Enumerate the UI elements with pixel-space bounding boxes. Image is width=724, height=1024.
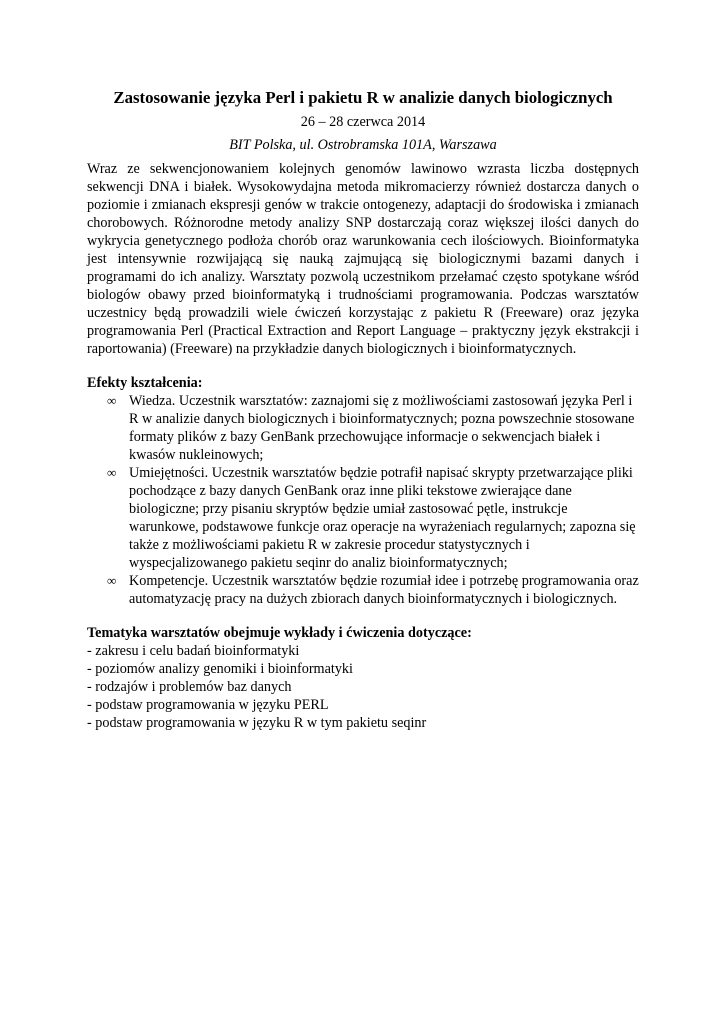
list-item: - zakresu i celu badań bioinformatyki [87,643,300,659]
topics-heading: Tematyka warsztatów obejmuje wykłady i ćwiczenia dotyczące: [87,625,472,641]
outcome-item-skills [87,464,639,572]
outcome-text: Umiejętności. Uczestnik warsztatów będzie potrafił napisać skrypty przetwarzające pliki pochodzące z bazy danych GenBank oraz inne pliki tekstowe zwierające dane biologiczne; przy pisaniu skryptów będzie umiał zastosować pętle, instrukcje warunkowe, podstawowe funkcje oraz operacje na wyrażeniach regularnych; zapozna się także z możliwościami pakietu R w zakresie procedur statystycznych i wyspecjalizowanego pakietu seqinr do analiz bioinformatycznych; [129,465,636,571]
outcome-item-competences [87,572,639,608]
list-item: - podstaw programowania w języku R w tym pakietu seqinr [87,715,427,731]
outcome-item-knowledge [87,392,639,464]
document-title: Zastosowanie języka Perl i pakietu R w analizie danych biologicznych [113,88,613,107]
document-body [87,87,639,732]
outcomes-list [87,392,639,608]
event-dates: 26 – 28 czerwca 2014 [300,114,426,130]
infinity-bullet-icon: ∞ [107,393,117,408]
outcomes-heading: Efekty kształcenia: [87,375,203,391]
outcome-text: Kompetencje. Uczestnik warsztatów będzie rozumiał idee i potrzebę programowania oraz automatyzację pracy na dużych zbiorach danych bioinformatycznych i biologicznych. [129,573,639,607]
topics-list [87,642,639,732]
intro-paragraph: Wraz ze sekwencjonowaniem kolejnych genomów lawinowo wzrasta liczba dostępnych sekwencji DNA i białek. Wysokowydajna metoda mikromacierzy również dostarcza danych o poziomie i zmianach ekspresji genów w trakcie ontogenezy, adaptacji do środowiska i zmianach chorobowych. Różnorodne metody analizy SNP dostarczają coraz większej ilości danych do wykrycia genetycznego podłoża chorób oraz warunkowania cech ilościowych. Bioinformatyka jest intensywnie rozwijającą się nauką zajmującą się biologicznymi bazami danych i programami do ich analizy. Warsztaty pozwolą uczestnikom przełamać często spotykane wśród biologów obawy przed bioinformatyką i trudnościami programowania. Podczas warsztatów uczestnicy będą prowadzili wiele ćwiczeń korzystając z pakietu R (Freeware) oraz języka programowania Perl (Practical Extraction and Report Language – praktyczny język ekstrakcji i raportowania) (Freeware) na przykładzie danych biologicznych i bioinformatycznych. [87,161,639,357]
event-venue: BIT Polska, ul. Ostrobramska 101A, Warszawa [229,137,497,153]
infinity-bullet-icon: ∞ [107,465,117,480]
list-item: - rodzajów i problemów baz danych [87,679,292,695]
outcome-text: Wiedza. Uczestnik warsztatów: zaznajomi się z możliwościami zastosowań języka Perl i R w analizie danych biologicznych i bioinformatycznych; pozna powszechnie stosowane formaty plików z bazy GenBank przechowujące informacje o sekwencjach białek i kwasów nukleinowych; [129,393,635,463]
list-item: - podstaw programowania w języku PERL [87,697,329,713]
list-item: - poziomów analizy genomiki i bioinformatyki [87,661,353,677]
infinity-bullet-icon: ∞ [107,573,117,588]
